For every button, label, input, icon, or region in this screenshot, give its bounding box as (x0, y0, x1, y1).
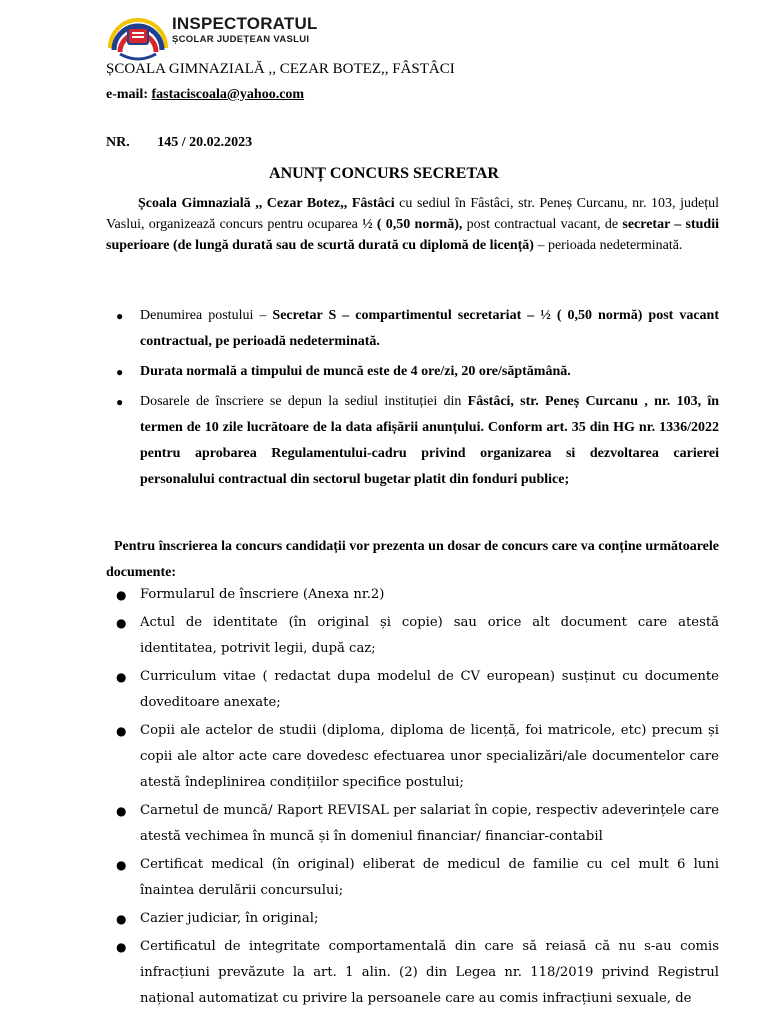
intro-text-1: cu sediul în Fâstâci, str. Peneș Curcanu, nr. 103, județul Vaslui, organizează concurs pentru ocuparea (106, 196, 719, 232)
list-item (106, 664, 719, 716)
nr-label: NR. (106, 135, 130, 150)
list-item (106, 934, 719, 1012)
list-item (106, 718, 719, 796)
item-text: Cazier judiciar, în original; (140, 911, 319, 926)
bullet-icon: ● (116, 912, 127, 926)
list-item (106, 852, 719, 904)
registration-number (106, 135, 252, 151)
list-item (106, 359, 719, 385)
inspectorat-logo (106, 10, 170, 62)
nr-value: 145 / 20.02.2023 (157, 135, 253, 150)
email-line (106, 87, 304, 103)
list-item (106, 610, 719, 662)
intro-school: Școala Gimnazială ,, Cezar Botez,, Fâstâci (138, 196, 395, 211)
email-label: e-mail: (106, 87, 148, 102)
intro-bold-2: secretar – studii superioare (de lungă durată sau de scurtă durată cu diplomă de licență) (106, 217, 720, 253)
item-bold: Fâstâci, str. Peneș Curcanu , nr. 103, în termen de 10 zile lucrătoare de la data afișării anunțului. Conform art. 35 din HG nr. 1336/2022 pentru aprobarea Regulamentului-cadru privind organizarea si dezvoltarea carierei personalului contractual din sectorul bugetar platit din fonduri publice; (140, 394, 719, 487)
item-bold: Durata normală a timpului de muncă este de 4 ore/zi, 20 ore/săptămână. (140, 364, 571, 379)
bullet-icon: ● (116, 724, 127, 738)
bullet-icon: ● (116, 588, 127, 602)
institution-name: INSPECTORATUL (172, 14, 318, 33)
item-text: Carnetul de muncă/ Raport REVISAL per salariat în copie, respectiv adeverințele care atestă vechimea în muncă și în domeniul financiar/ financiar-contabil (140, 803, 719, 844)
list-item (106, 798, 719, 850)
list-item (106, 582, 719, 608)
intro-bold-1: ½ ( 0,50 normă), (362, 217, 463, 232)
documents-list (106, 582, 719, 1014)
institution-subtitle: ȘCOLAR JUDEȚEAN VASLUI (172, 34, 310, 45)
page-title: ANUNȚ CONCURS SECRETAR (269, 165, 499, 182)
item-text: Actul de identitate (în original și copie) sau orice alt document care atestă identitatea, potrivit legii, după caz; (140, 615, 719, 656)
bullet-icon: ● (116, 670, 127, 684)
item-plain: Denumirea postului – (140, 308, 273, 323)
item-text: Curriculum vitae ( redactat dupa modelul de CV european) susținut cu documente doveditoare anexate; (140, 669, 719, 710)
list-item (106, 303, 719, 355)
item-text: Certificatul de integritate comportamentală din care să reiasă că nu s-au comis infracțiuni prevăzute la art. 1 alin. (2) din Legea nr. 118/2019 privind Registrul național automatizat cu privire la persoanele care au comis infracțiuni sexuale, de (140, 939, 719, 1006)
documents-intro-text: Pentru înscrierea la concurs candidații vor prezenta un dosar de concurs care va conține următoarele documente: (106, 539, 719, 580)
bullet-icon: ● (116, 309, 124, 323)
bullet-icon: ● (116, 395, 124, 409)
list-item (106, 906, 719, 932)
item-plain: Dosarele de înscriere se depun la sediul instituției din (140, 394, 468, 409)
school-name: ȘCOALA GIMNAZIALĂ ,, CEZAR BOTEZ,, FÂSTÂCI (106, 61, 455, 77)
bullet-icon: ● (116, 365, 124, 379)
bullet-icon: ● (116, 940, 127, 954)
intro-text-3: – perioada nedeterminată. (533, 238, 683, 253)
intro-paragraph (106, 193, 719, 256)
list-item (106, 389, 719, 493)
post-details-list (106, 303, 719, 497)
intro-text-2: post contractual vacant, de (462, 217, 623, 232)
bullet-icon: ● (116, 804, 127, 818)
item-text: Certificat medical (în original) eliberat de medicul de familie cu cel mult 6 luni înaintea derulării concursului; (140, 857, 719, 898)
item-bold: Secretar S – compartimentul secretariat – ½ ( 0,50 normă) post vacant contractual, pe perioadă nedeterminată. (140, 308, 719, 349)
bullet-icon: ● (116, 616, 127, 630)
documents-intro (106, 534, 719, 586)
bullet-icon: ● (116, 858, 127, 872)
item-text: Copii ale actelor de studii (diploma, diploma de licență, foi matricole, etc) precum și copii ale altor acte care dovedesc efectuarea unor specializări/ale documentelor care atestă îndeplinirea condițiilor specifice postului; (140, 723, 719, 790)
item-text: Formularul de înscriere (Anexa nr.2) (140, 587, 385, 602)
email-link[interactable]: fastaciscoala@yahoo.com (151, 87, 305, 102)
